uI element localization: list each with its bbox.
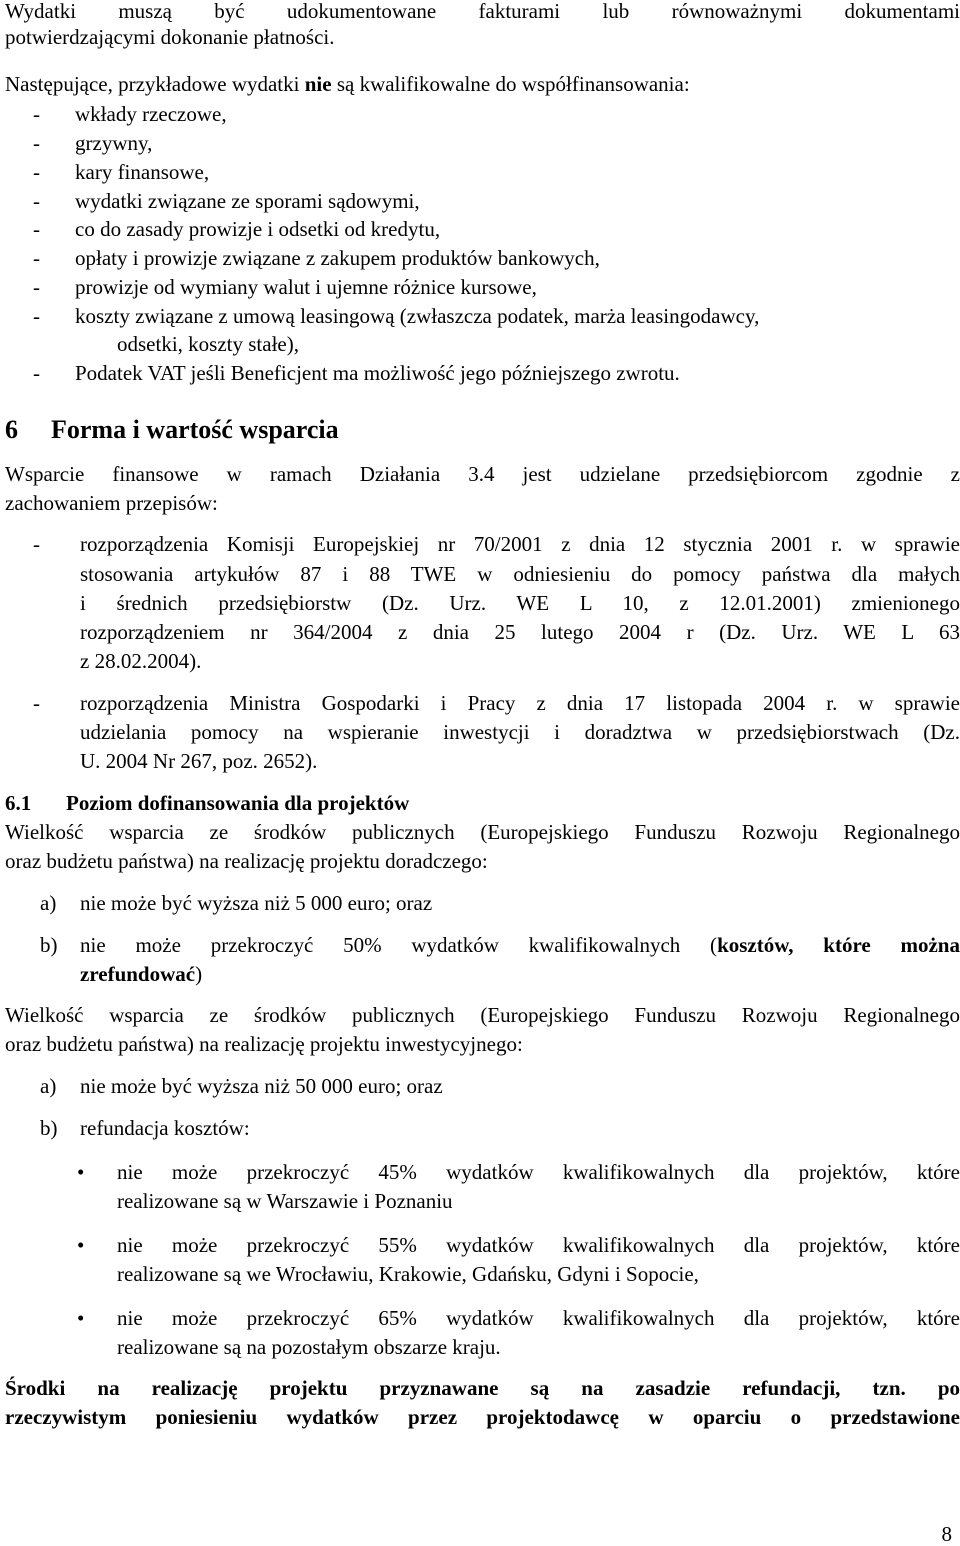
advisory-item-a-label: a) <box>40 891 57 915</box>
closing-line-1: Środki na realizację projektu przyznawane są na zasadzie refundacji, tzn. po <box>5 1376 960 1400</box>
section-number: 6 <box>5 415 18 444</box>
list-item: opłaty i prowizje związane z zakupem produktów bankowych, <box>75 246 600 270</box>
section-number: 6.1 <box>5 791 32 815</box>
bullet-item-line-1: nie może przekroczyć 65% wydatków kwalifikowalnych dla projektów, które <box>117 1306 960 1330</box>
bullet-item-line-2: realizowane są w Warszawie i Poznaniu <box>117 1189 453 1213</box>
non-eligible-lead: Następujące, przykładowe wydatki nie są kwalifikowalne do współfinansowania: <box>5 72 690 96</box>
investment-item-a: nie może być wyższa niż 50 000 euro; oraz <box>80 1074 443 1098</box>
intro-line-2: potwierdzającymi dokonanie płatności. <box>5 25 335 49</box>
list-item: wydatki związane ze sporami sądowymi, <box>75 189 420 213</box>
advisory-item-a: nie może być wyższa niż 5 000 euro; oraz <box>80 891 433 915</box>
list-item: grzywny, <box>75 131 153 155</box>
list-item: kary finansowe, <box>75 160 210 184</box>
section-6-para-line-2: zachowaniem przepisów: <box>5 491 218 515</box>
dash-marker: - <box>33 691 40 715</box>
investment-item-b-label: b) <box>40 1116 58 1140</box>
list-item: Podatek VAT jeśli Beneficjent ma możliwość jego późniejszego zwrotu. <box>75 361 680 385</box>
dash-marker: - <box>33 131 40 155</box>
regulation-1-line: stosowania artykułów 87 i 88 TWE w odniesieniu do pomocy państwa dla małych <box>80 562 960 586</box>
investment-intro-line-1: Wielkość wsparcia ze środków publicznych (Europejskiego Funduszu Rozwoju Regionalnego <box>5 1003 960 1027</box>
dash-marker: - <box>33 217 40 241</box>
section-6-1-heading <box>5 790 409 816</box>
list-item-continuation: odsetki, koszty stałe), <box>117 332 299 356</box>
regulation-2-line: rozporządzenia Ministra Gospodarki i Pracy z dnia 17 listopada 2004 r. w sprawie <box>80 691 960 715</box>
regulation-2-line: U. 2004 Nr 267, poz. 2652). <box>80 749 318 773</box>
dash-marker: - <box>33 160 40 184</box>
regulation-1-line: z 28.02.2004). <box>80 649 202 673</box>
dash-marker: - <box>33 361 40 385</box>
bullet-item-line-1: nie może przekroczyć 55% wydatków kwalifikowalnych dla projektów, które <box>117 1233 960 1257</box>
regulation-1-line: rozporządzenia Komisji Europejskiej nr 70/2001 z dnia 12 stycznia 2001 r. w sprawie <box>80 532 960 556</box>
closing-line-2: rzeczywistym poniesieniu wydatków przez projektodawcę w oparciu o przedstawione <box>5 1405 960 1429</box>
dash-marker: - <box>33 532 40 556</box>
investment-item-a-label: a) <box>40 1074 57 1098</box>
dash-marker: - <box>33 304 40 328</box>
investment-intro-line-2: oraz budżetu państwa) na realizację projektu inwestycyjnego: <box>5 1032 523 1056</box>
list-item: prowizje od wymiany walut i ujemne różnice kursowe, <box>75 275 537 299</box>
dash-marker: - <box>33 246 40 270</box>
section-title: Poziom dofinansowania dla projektów <box>66 791 410 815</box>
regulation-1-line: i średnich przedsiębiorstw (Dz. Urz. WE L 10, z 12.01.2001) zmienionego <box>80 591 960 615</box>
section-title: Forma i wartość wsparcia <box>51 415 339 444</box>
section-6-heading <box>5 415 339 445</box>
bullet-item-line-2: realizowane są na pozostałym obszarze kraju. <box>117 1335 501 1359</box>
list-item: co do zasady prowizje i odsetki od kredytu, <box>75 217 441 241</box>
advisory-intro-line-1: Wielkość wsparcia ze środków publicznych (Europejskiego Funduszu Rozwoju Regionalnego <box>5 820 960 844</box>
bullet-icon: • <box>77 1160 85 1184</box>
regulation-2-line: udzielania pomocy na wspieranie inwestycji i doradztwa w przedsiębiorstwach (Dz. <box>80 720 960 744</box>
advisory-item-b-continuation: zrefundować) <box>80 962 203 986</box>
bullet-icon: • <box>77 1233 85 1257</box>
list-item: koszty związane z umową leasingową (zwłaszcza podatek, marża leasingodawcy, <box>75 304 760 328</box>
advisory-intro-line-2: oraz budżetu państwa) na realizację projektu doradczego: <box>5 849 488 873</box>
dash-marker: - <box>33 189 40 213</box>
bullet-item-line-1: nie może przekroczyć 45% wydatków kwalifikowalnych dla projektów, które <box>117 1160 960 1184</box>
section-6-para-line-1: Wsparcie finansowe w ramach Działania 3.4 jest udzielane przedsiębiorcom zgodnie z <box>5 462 960 486</box>
regulation-1-line: rozporządzeniem nr 364/2004 z dnia 25 lutego 2004 r (Dz. Urz. WE L 63 <box>80 620 960 644</box>
investment-item-b: refundacja kosztów: <box>80 1116 250 1140</box>
intro-line-1: Wydatki muszą być udokumentowane fakturami lub równoważnymi dokumentami <box>5 0 960 23</box>
bullet-icon: • <box>77 1306 85 1330</box>
dash-marker: - <box>33 275 40 299</box>
advisory-item-b-label: b) <box>40 933 58 957</box>
advisory-item-b: nie może przekroczyć 50% wydatków kwalifikowalnych (kosztów, które można <box>80 933 960 957</box>
page-number: 8 <box>941 1522 952 1546</box>
bullet-item-line-2: realizowane są we Wrocławiu, Krakowie, Gdańsku, Gdyni i Sopocie, <box>117 1262 699 1286</box>
dash-marker: - <box>33 102 40 126</box>
list-item: wkłady rzeczowe, <box>75 102 227 126</box>
